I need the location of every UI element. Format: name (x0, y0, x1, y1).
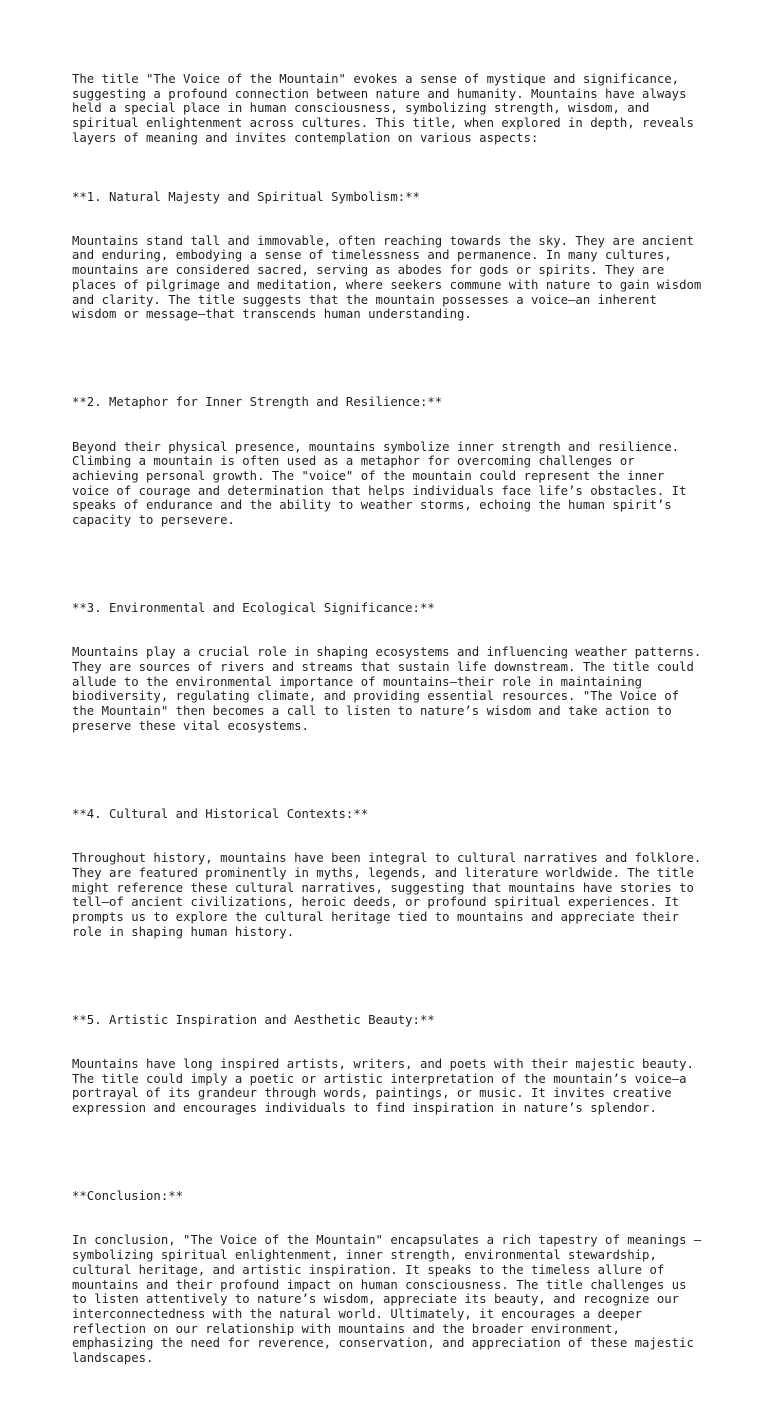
section-text: Throughout history, mountains have been integral to cultural narratives and folklore. They are featured prominently in myths, legends, and literature worldwide. The title might reference these cultural narratives, suggesting that mountains have stories to tell—of ancient civilizations, heroic deeds, or profound spiritual experiences. It prompts us to explore the cultural heritage tied to mountains and appreciate their role in shaping human history. (72, 851, 709, 939)
section-environmental (72, 572, 709, 763)
section-heading: **5. Artistic Inspiration and Aesthetic Beauty:** (72, 1012, 435, 1027)
section-text: Beyond their physical presence, mountains symbolize inner strength and resilience. Climbing a mountain is often used as a metaphor for overcoming challenges or achieving personal growth. The "voice" of the mountain could represent the inner voice of courage and determination that helps individuals face life’s obstacles. It speaks of endurance and the ability to weather storms, echoing the human spirit’s capacity to persevere. (72, 439, 694, 528)
section-text: Mountains have long inspired artists, writers, and poets with their majestic beauty. The title could imply a poetic or artistic interpretation of the mountain’s voice—a portrayal of its grandeur through words, paintings, or music. It invites creative expression and encourages individuals to find inspiration in nature’s splendor. (72, 1057, 702, 1116)
document-body (72, 72, 709, 1410)
section-cultural-historical (72, 778, 709, 969)
intro-paragraph: The title "The Voice of the Mountain" evokes a sense of mystique and significance, suggesting a profound connection between nature and humanity. Mountains have always held a special place in human consciousness, symbolizing strength, wisdom, and spiritual enlightenment across cultures. This title, when explored in depth, reveals layers of meaning and invites contemplation on various aspects: (72, 72, 702, 145)
section-text: Mountains stand tall and immovable, often reaching towards the sky. They are ancient and enduring, embodying a sense of timelessness and permanence. In many cultures, mountains are considered sacred, serving as abodes for gods or spirits. They are places of pilgrimage and meditation, where seekers commune with nature to gain wisdom and clarity. The title suggests that the mountain possesses a voice—an inherent wisdom or message—that transcends human understanding. (72, 233, 709, 322)
section-text: In conclusion, "The Voice of the Mountain" encapsulates a rich tapestry of meanings —symbolizing spiritual enlightenment, inner strength, environmental stewardship, cultural heritage, and artistic inspiration. It speaks to the timeless allure of mountains and their profound impact on human consciousness. The title challenges us to listen attentively to nature’s wisdom, appreciate its beauty, and recognize our interconnectedness with the natural world. Ultimately, it encourages a deeper reflection on our relationship with mountains and the broader environment, emphasizing the need for reverence, conservation, and appreciation of these majestic landscapes. (72, 1233, 702, 1366)
section-text: Mountains play a crucial role in shaping ecosystems and influencing weather patterns. They are sources of rivers and streams that sustain life downstream. The title could allude to the environmental importance of mountains—their role in maintaining biodiversity, regulating climate, and providing essential resources. "The Voice of the Mountain" then becomes a call to listen to nature’s wisdom and take action to preserve these vital ecosystems. (72, 645, 709, 733)
section-natural-majesty (72, 160, 709, 351)
section-heading: **1. Natural Majesty and Spiritual Symbolism:** (72, 189, 420, 204)
section-conclusion (72, 1160, 704, 1395)
section-inner-strength (72, 366, 704, 557)
section-heading: **2. Metaphor for Inner Strength and Resilience:** (72, 395, 443, 410)
section-artistic-inspiration (72, 984, 704, 1146)
section-heading: **3. Environmental and Ecological Significance:** (72, 601, 435, 616)
section-heading: **4. Cultural and Historical Contexts:** (72, 807, 369, 822)
section-heading: **Conclusion:** (72, 1189, 184, 1204)
